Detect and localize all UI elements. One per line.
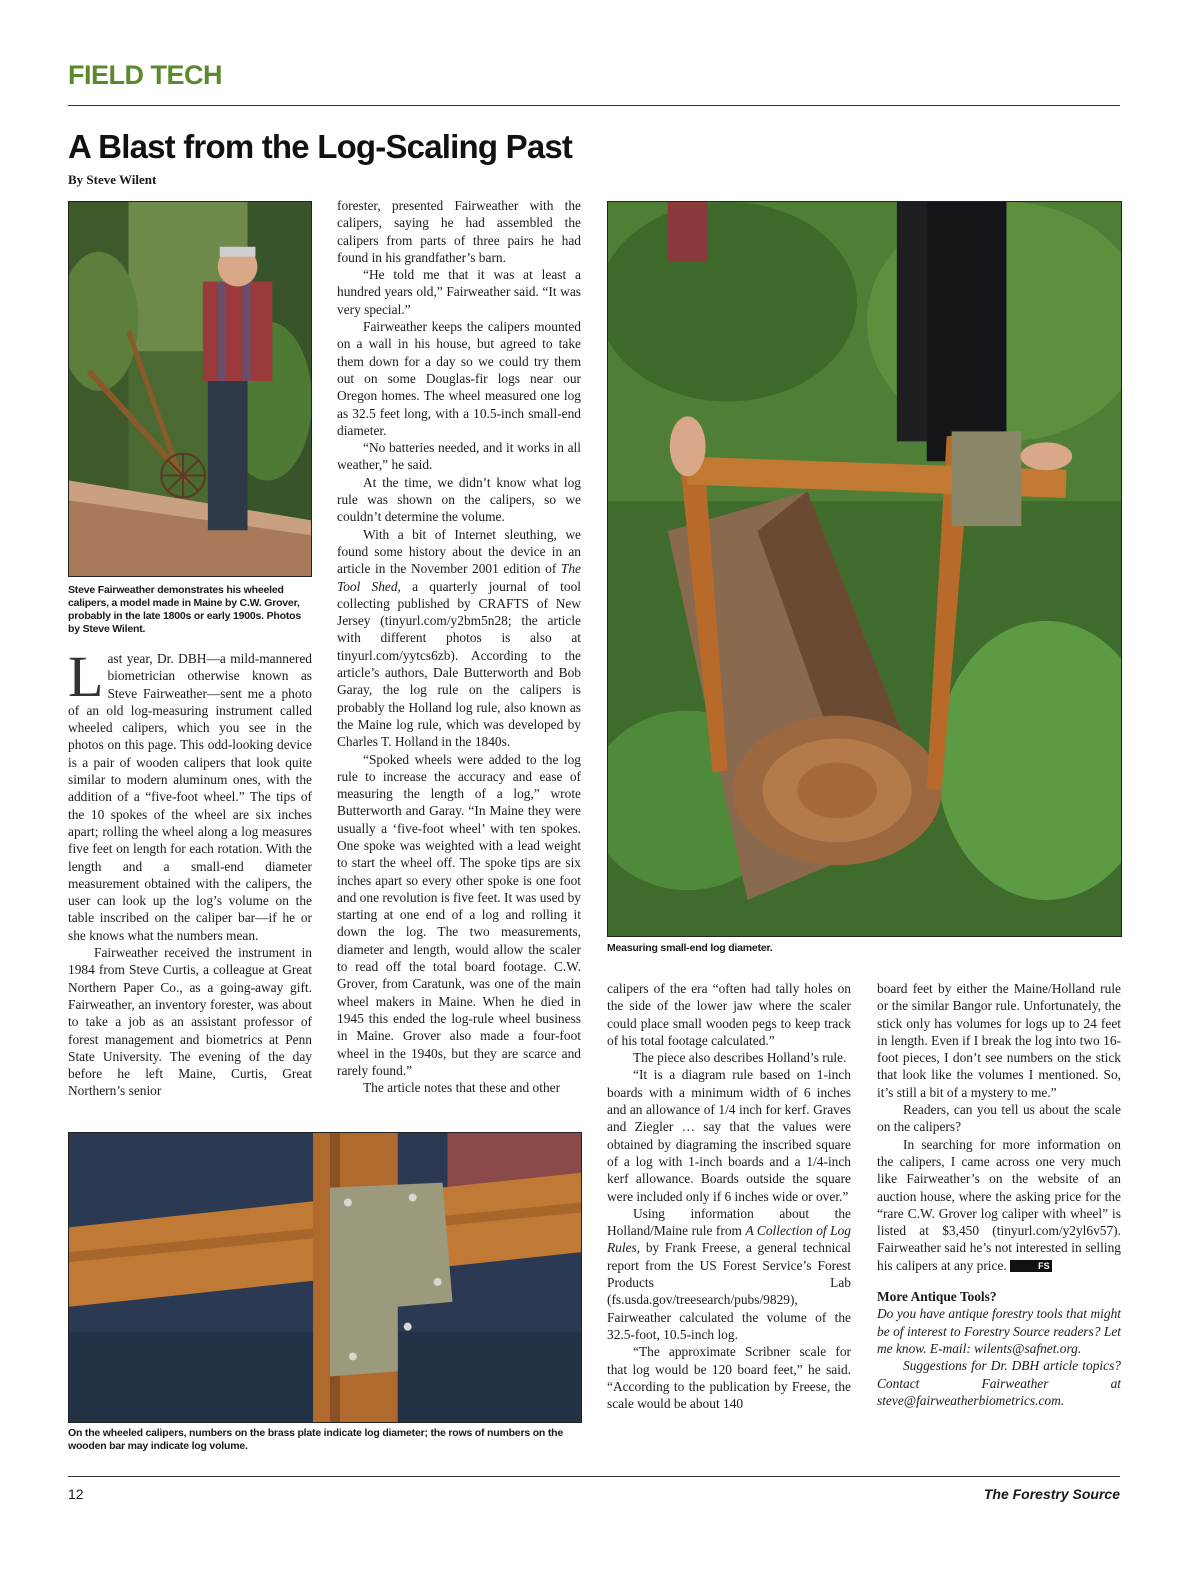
paragraph: Fairweather keeps the calipers mounted on a wall in his house, but agreed to take them down for a day so we could try them out on some Douglas-fir logs near our Oregon homes. The wheel measured one log as 32.5 feet long, with a 10.5-inch small-end diameter. xyxy=(337,319,581,438)
dropcap: L xyxy=(68,644,104,709)
paragraph: forester, presented Fairweather with the calipers, saying he had assembled the calipers from parts of three pairs he had found in his grandfather’s barn. xyxy=(337,198,581,265)
photo1-caption: Steve Fairweather demonstrates his wheeled calipers, a model made in Maine by C.W. Grover, probably in the late 1800s or early 1900s. Photos by Steve Wilent. xyxy=(68,584,301,635)
photo2-caption: Measuring small-end log diameter. xyxy=(607,942,773,954)
paragraph: ast year, Dr. DBH—a mild-mannered biometrician otherwise known as Steve Fairweather—sent me a photo of an old log-measuring instrument called wheeled calipers, which you see in the photos on this page. This odd-looking device is a pair of wooden calipers that look quite similar to modern aluminum ones, with the addition of a “five-foot wheel.” The tips of the 10 spokes of the wheel are six inches apart; rolling the wheel along a log measures five feet on length for each rotation. With the length and a small-end diameter measurement obtained with the calipers, the user can look up the log’s volume on the table inscribed on the caliper bar—if he or she knows what the numbers mean. xyxy=(68,651,312,943)
paragraph: With a bit of Internet sleuthing, we found some history about the device in an article in the November 2001 edition of The Tool Shed, a quarterly journal of tool collecting published by CRAFTS of New Jersey (tinyurl.com/y2bm5n28; the article with different photos is also at tinyurl.com/yytcs6zb). According to the article’s authors, Dale Butterworth and Bob Garay, the log rule on the calipers is probably the Holland log rule, also known as the Maine log rule, which was developed by Charles T. Holland in the 1840s. xyxy=(337,526,581,750)
paragraph: calipers of the era “often had tally holes on the side of the lower jaw where the scaler could place small wooden pegs to keep track of his total footage calculated.” xyxy=(607,981,851,1048)
byline: By Steve Wilent xyxy=(68,172,157,187)
article-column-1 xyxy=(68,644,312,1100)
paragraph: At the time, we didn’t know what log rule was shown on the calipers, so we couldn’t determine the volume. xyxy=(337,474,581,525)
header-rule xyxy=(68,105,1120,106)
sidebar-heading: More Antique Tools? xyxy=(877,1289,997,1305)
paragraph: “It is a diagram rule based on 1-inch boards with a minimum width of 6 inches and an allowance of 1/4 inch for kerf. Graves and Ziegler … say that the values were obtained by diagraming the inscribed square of a log with 1-inch boards and a 1/4-inch kerf allowance. Boards outside the square were included only if 6 inches wide or over.” xyxy=(607,1067,851,1204)
footer-rule xyxy=(68,1476,1120,1477)
paragraph: The piece also describes Holland’s rule. xyxy=(633,1050,847,1066)
paragraph: The article notes that these and other xyxy=(363,1080,561,1096)
end-mark-icon: FS xyxy=(1010,1260,1052,1272)
sidebar-paragraph: Suggestions for Dr. DBH article topics? Contact Fairweather at steve@fairweatherbiometrics.com. xyxy=(877,1358,1121,1408)
article-column-4 xyxy=(877,980,1121,1409)
paragraph: board feet by either the Maine/Holland rule or the similar Bangor rule. Unfortunately, the stick only has volumes for logs up to 24 feet in length. Even if I break the log into two 16-foot pieces, I don’t see numbers on the stick that look like the volumes I mentioned. So, it’s still a bit of a mystery to me.” xyxy=(877,981,1121,1100)
article-column-2 xyxy=(337,197,581,1096)
paragraph: Using information about the Holland/Maine rule from A Collection of Log Rules, by Frank Freese, a general technical report from the US Forest Service’s Forest Products Lab (fs.usda.gov/treesearch/pubs/9829), Fairweather calculated the volume of the 32.5-foot, 10.5-inch log. xyxy=(607,1205,851,1342)
photo3-caption: On the wheeled calipers, numbers on the brass plate indicate log diameter; the rows of numbers on the wooden bar may indicate log volume. xyxy=(68,1427,563,1452)
paragraph: “No batteries needed, and it works in all weather,” he said. xyxy=(337,440,581,473)
paragraph: Fairweather received the instrument in 1984 from Steve Curtis, a colleague at Great Northern Paper Co., as a going-away gift. Fairweather, an inventory forester, was about to take a job as an assistant professor of forest management and biometrics at Penn State University. The evening of the day before he left Maine, Curtis, Great Northern’s senior xyxy=(68,945,312,1099)
publication-title: A Collection of Log Rules xyxy=(607,1223,851,1256)
paragraph: “Spoked wheels were added to the log rule to increase the accuracy and ease of measuring the length of a log,” wrote Butterworth and Garay. “In Maine they were usually a ‘five-foot wheel’ with ten spokes. One spoke was weighted with a lead weight to start the wheel off. The spoke tips are six inches apart so every other spoke is one foot and one revolution is five feet. It was used by starting at one end of a log and rolling it down the log. The two measurements, diameter and length, would allow the scaler to read off the total board footage. C.W. Grover, from Caratunk, was one of the main wheel makers in Maine. When he died in 1945 this ended the log-rule wheel business in Maine. Grover also made a four-foot wheel in the 1940s, but they are scarce and rarely found.” xyxy=(337,751,581,1078)
paragraph: “The approximate Scribner scale for that log would be 120 board feet,” he said. “According to the publication by Freese, the scale would be about 140 xyxy=(607,1344,851,1412)
paragraph: In searching for more information on the calipers, I came across one very much like Fairweather’s on the website of an auction house, where the asking price for the “rare C.W. Grover log caliper with wheel” is listed at $3,450 (tinyurl.com/y2yl6v57). Fairweather said he’s not interested in selling his calipers at any price. FS xyxy=(877,1136,1121,1273)
photo-measuring-log xyxy=(607,201,1122,937)
paragraph: Readers, can you tell us about the scale on the calipers? xyxy=(877,1102,1121,1135)
paragraph: “He told me that it was at least a hundred years old,” Fairweather said. “It was very special.” xyxy=(337,267,581,317)
article-column-3 xyxy=(607,980,851,1412)
publication-name: The Forestry Source xyxy=(983,1486,1120,1502)
sidebar-paragraph: Do you have antique forestry tools that might be of interest to Forestry Source readers? Let me know. E-mail: wilents@safnet.org. xyxy=(877,1306,1121,1356)
article-title: A Blast from the Log-Scaling Past xyxy=(68,128,573,165)
photo-fairweather-with-calipers xyxy=(68,201,312,577)
publication-title: The Tool Shed xyxy=(337,561,581,594)
page-number: 12 xyxy=(68,1486,84,1502)
section-label: FIELD TECH xyxy=(68,60,222,90)
photo-brass-plate xyxy=(68,1132,582,1423)
